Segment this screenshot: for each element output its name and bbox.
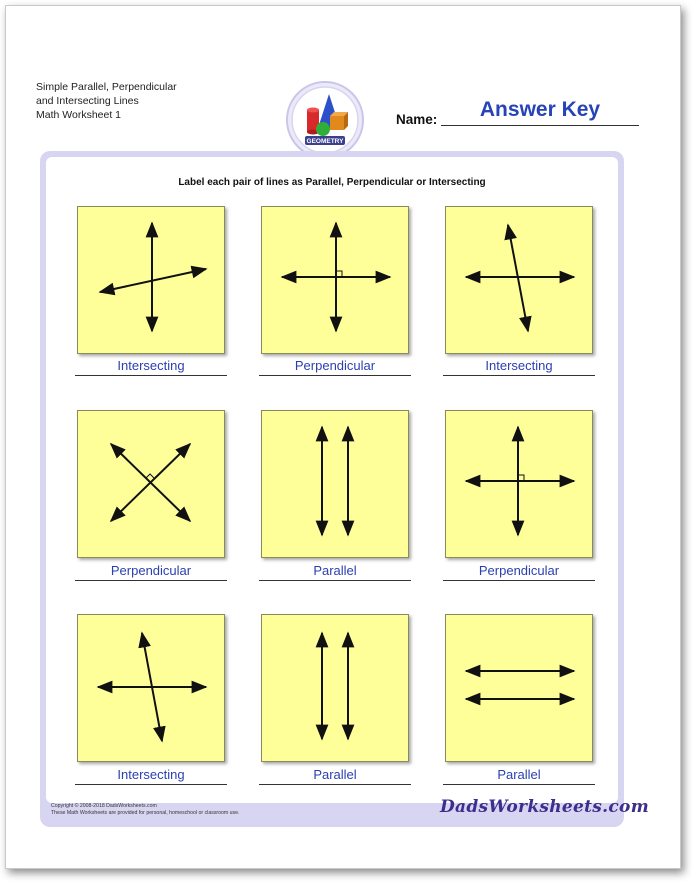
answer-line-2 (259, 375, 411, 376)
answer-line-7 (75, 784, 227, 785)
title-line-3: Math Worksheet 1 (36, 109, 122, 121)
problem-2-diagram (261, 206, 409, 354)
footer-copyright (51, 803, 239, 817)
problem-3-diagram (445, 206, 593, 354)
logo-text: GEOMETRY (306, 138, 344, 145)
answer-9: Parallel (497, 767, 541, 782)
answer-4: Perpendicular (110, 563, 192, 578)
problem-5-diagram (261, 410, 409, 558)
answer-1: Intersecting (117, 358, 185, 373)
answer-7: Intersecting (117, 767, 185, 782)
answer-key-text: Answer Key (479, 98, 601, 121)
instructions: Label each pair of lines as Parallel, Perpendicular or Intersecting (178, 177, 486, 188)
name-line (441, 125, 639, 126)
worksheet-title (36, 80, 177, 122)
problem-7-diagram (77, 614, 225, 762)
geometry-logo (285, 80, 365, 160)
title-line-1: Simple Parallel, Perpendicular (36, 81, 177, 93)
answer-line-3 (443, 375, 595, 376)
cube-icon (330, 116, 344, 130)
answer-line-6 (443, 580, 595, 581)
answer-line-8 (259, 784, 411, 785)
answer-3: Intersecting (485, 358, 553, 373)
problem-1-diagram (77, 206, 225, 354)
brand-logo: DadsWorksheets.com (440, 797, 649, 817)
problem-8-diagram (261, 614, 409, 762)
answer-line-1 (75, 375, 227, 376)
sphere-icon (316, 122, 330, 136)
answer-6: Perpendicular (478, 563, 560, 578)
problem-9-diagram (445, 614, 593, 762)
answer-line-9 (443, 784, 595, 785)
usage-note: These Math Worksheets are provided for personal, homeschool or classroom use. (51, 810, 240, 816)
answer-line-4 (75, 580, 227, 581)
problem-4-diagram (77, 410, 225, 558)
title-line-2: and Intersecting Lines (36, 95, 139, 107)
answer-8: Parallel (313, 767, 357, 782)
problem-6-diagram (445, 410, 593, 558)
name-label: Name: (396, 112, 438, 127)
answer-line-5 (259, 580, 411, 581)
answer-5: Parallel (313, 563, 357, 578)
answer-2: Perpendicular (294, 358, 376, 373)
copyright-text: Copyright © 2008-2018 DadsWorksheets.com (51, 803, 157, 809)
